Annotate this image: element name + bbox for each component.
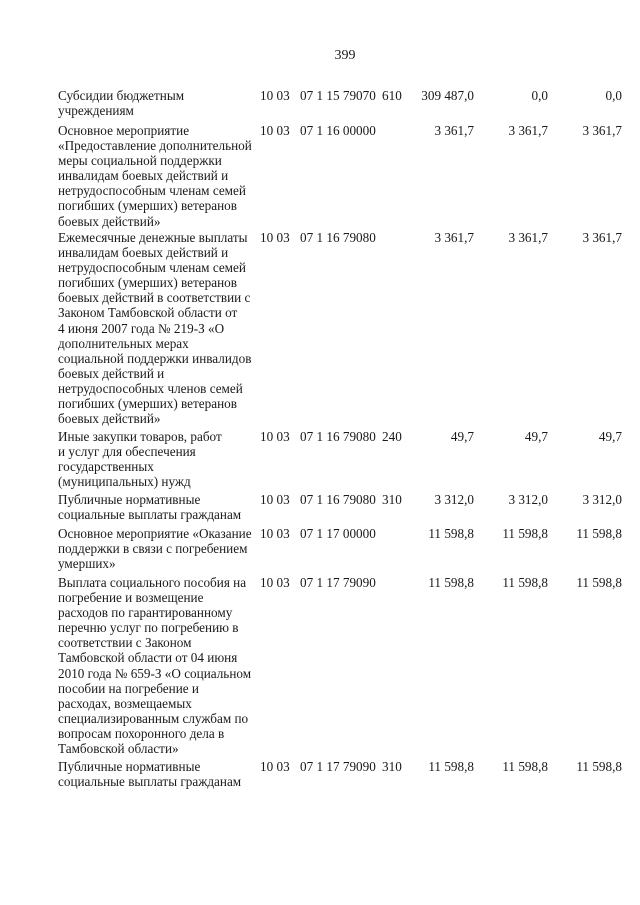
row-value-3: 11 598,8 <box>576 759 622 774</box>
row-value-2: 11 598,8 <box>502 526 548 541</box>
row-value-2: 3 361,7 <box>508 230 548 245</box>
row-expense-type: 240 <box>382 429 402 444</box>
row-razdel: 10 03 <box>260 759 290 774</box>
row-target-code: 07 1 16 79080 <box>300 492 376 507</box>
row-value-3: 0,0 <box>605 88 622 103</box>
row-value-3: 11 598,8 <box>576 526 622 541</box>
row-target-code: 07 1 16 79080 <box>300 230 376 245</box>
row-razdel: 10 03 <box>260 526 290 541</box>
row-expense-type: 310 <box>382 492 402 507</box>
row-value-1: 49,7 <box>450 429 474 444</box>
row-name: Основное мероприятие «Оказание поддержки в связи с погребением умерших» <box>58 526 252 572</box>
row-razdel: 10 03 <box>260 575 290 590</box>
row-value-2: 49,7 <box>524 429 548 444</box>
row-name: Ежемесячные денежные выплаты инвалидам боевых действий и нетрудоспособным членам семей погибших (умерших) ветеранов боевых действий в соответствии с Законом Тамбовской области от 4 июня 2007 года № 219-З «О дополнительных мерах социальной поддержки инвалидов боевых действий и нетрудоспособных членов семей погибших (умерших) ветеранов боевых действий» <box>58 230 252 427</box>
row-razdel: 10 03 <box>260 88 290 103</box>
row-value-2: 0,0 <box>531 88 548 103</box>
row-value-3: 3 361,7 <box>582 230 622 245</box>
row-target-code: 07 1 17 79090 <box>300 759 376 774</box>
row-razdel: 10 03 <box>260 429 290 444</box>
row-name: Выплата социального пособия на погребение и возмещение расходов по гарантированному перечню услуг по погребению в соответствии с Законом Тамбовской области от 04 июня 2010 года № 659-З «О социальном пособии на погребение и расходах, возмещаемых специализированным службам по вопросам похоронного дела в Тамбовской области» <box>58 575 252 757</box>
row-target-code: 07 1 17 00000 <box>300 526 376 541</box>
row-value-1: 3 361,7 <box>434 123 474 138</box>
row-value-1: 3 361,7 <box>434 230 474 245</box>
row-value-2: 3 312,0 <box>508 492 548 507</box>
row-value-3: 11 598,8 <box>576 575 622 590</box>
page-number: 399 <box>334 48 356 63</box>
row-value-1: 3 312,0 <box>434 492 474 507</box>
row-name: Публичные нормативные социальные выплаты гражданам <box>58 759 242 790</box>
row-razdel: 10 03 <box>260 123 290 138</box>
row-razdel: 10 03 <box>260 230 290 245</box>
row-target-code: 07 1 16 79080 <box>300 429 376 444</box>
row-value-2: 3 361,7 <box>508 123 548 138</box>
row-name: Основное мероприятие «Предоставление дополнительной меры социальной поддержки инвалидам боевых действий и нетрудоспособным членам семей погибших (умерших) ветеранов боевых действий» <box>58 123 252 229</box>
row-value-2: 11 598,8 <box>502 575 548 590</box>
row-value-1: 11 598,8 <box>428 759 474 774</box>
row-razdel: 10 03 <box>260 492 290 507</box>
row-value-1: 309 487,0 <box>421 88 474 103</box>
row-name: Публичные нормативные социальные выплаты гражданам <box>58 492 242 523</box>
row-value-3: 3 312,0 <box>582 492 622 507</box>
row-value-1: 11 598,8 <box>428 575 474 590</box>
row-target-code: 07 1 15 79070 <box>300 88 376 103</box>
row-expense-type: 610 <box>382 88 402 103</box>
row-value-1: 11 598,8 <box>428 526 474 541</box>
row-name: Субсидии бюджетным учреждениям <box>58 88 185 119</box>
row-name: Иные закупки товаров, работ и услуг для обеспечения государственных (муниципальных) нужд <box>58 429 222 490</box>
row-value-2: 11 598,8 <box>502 759 548 774</box>
row-expense-type: 310 <box>382 759 402 774</box>
row-value-3: 3 361,7 <box>582 123 622 138</box>
row-value-3: 49,7 <box>598 429 622 444</box>
row-target-code: 07 1 17 79090 <box>300 575 376 590</box>
row-target-code: 07 1 16 00000 <box>300 123 376 138</box>
